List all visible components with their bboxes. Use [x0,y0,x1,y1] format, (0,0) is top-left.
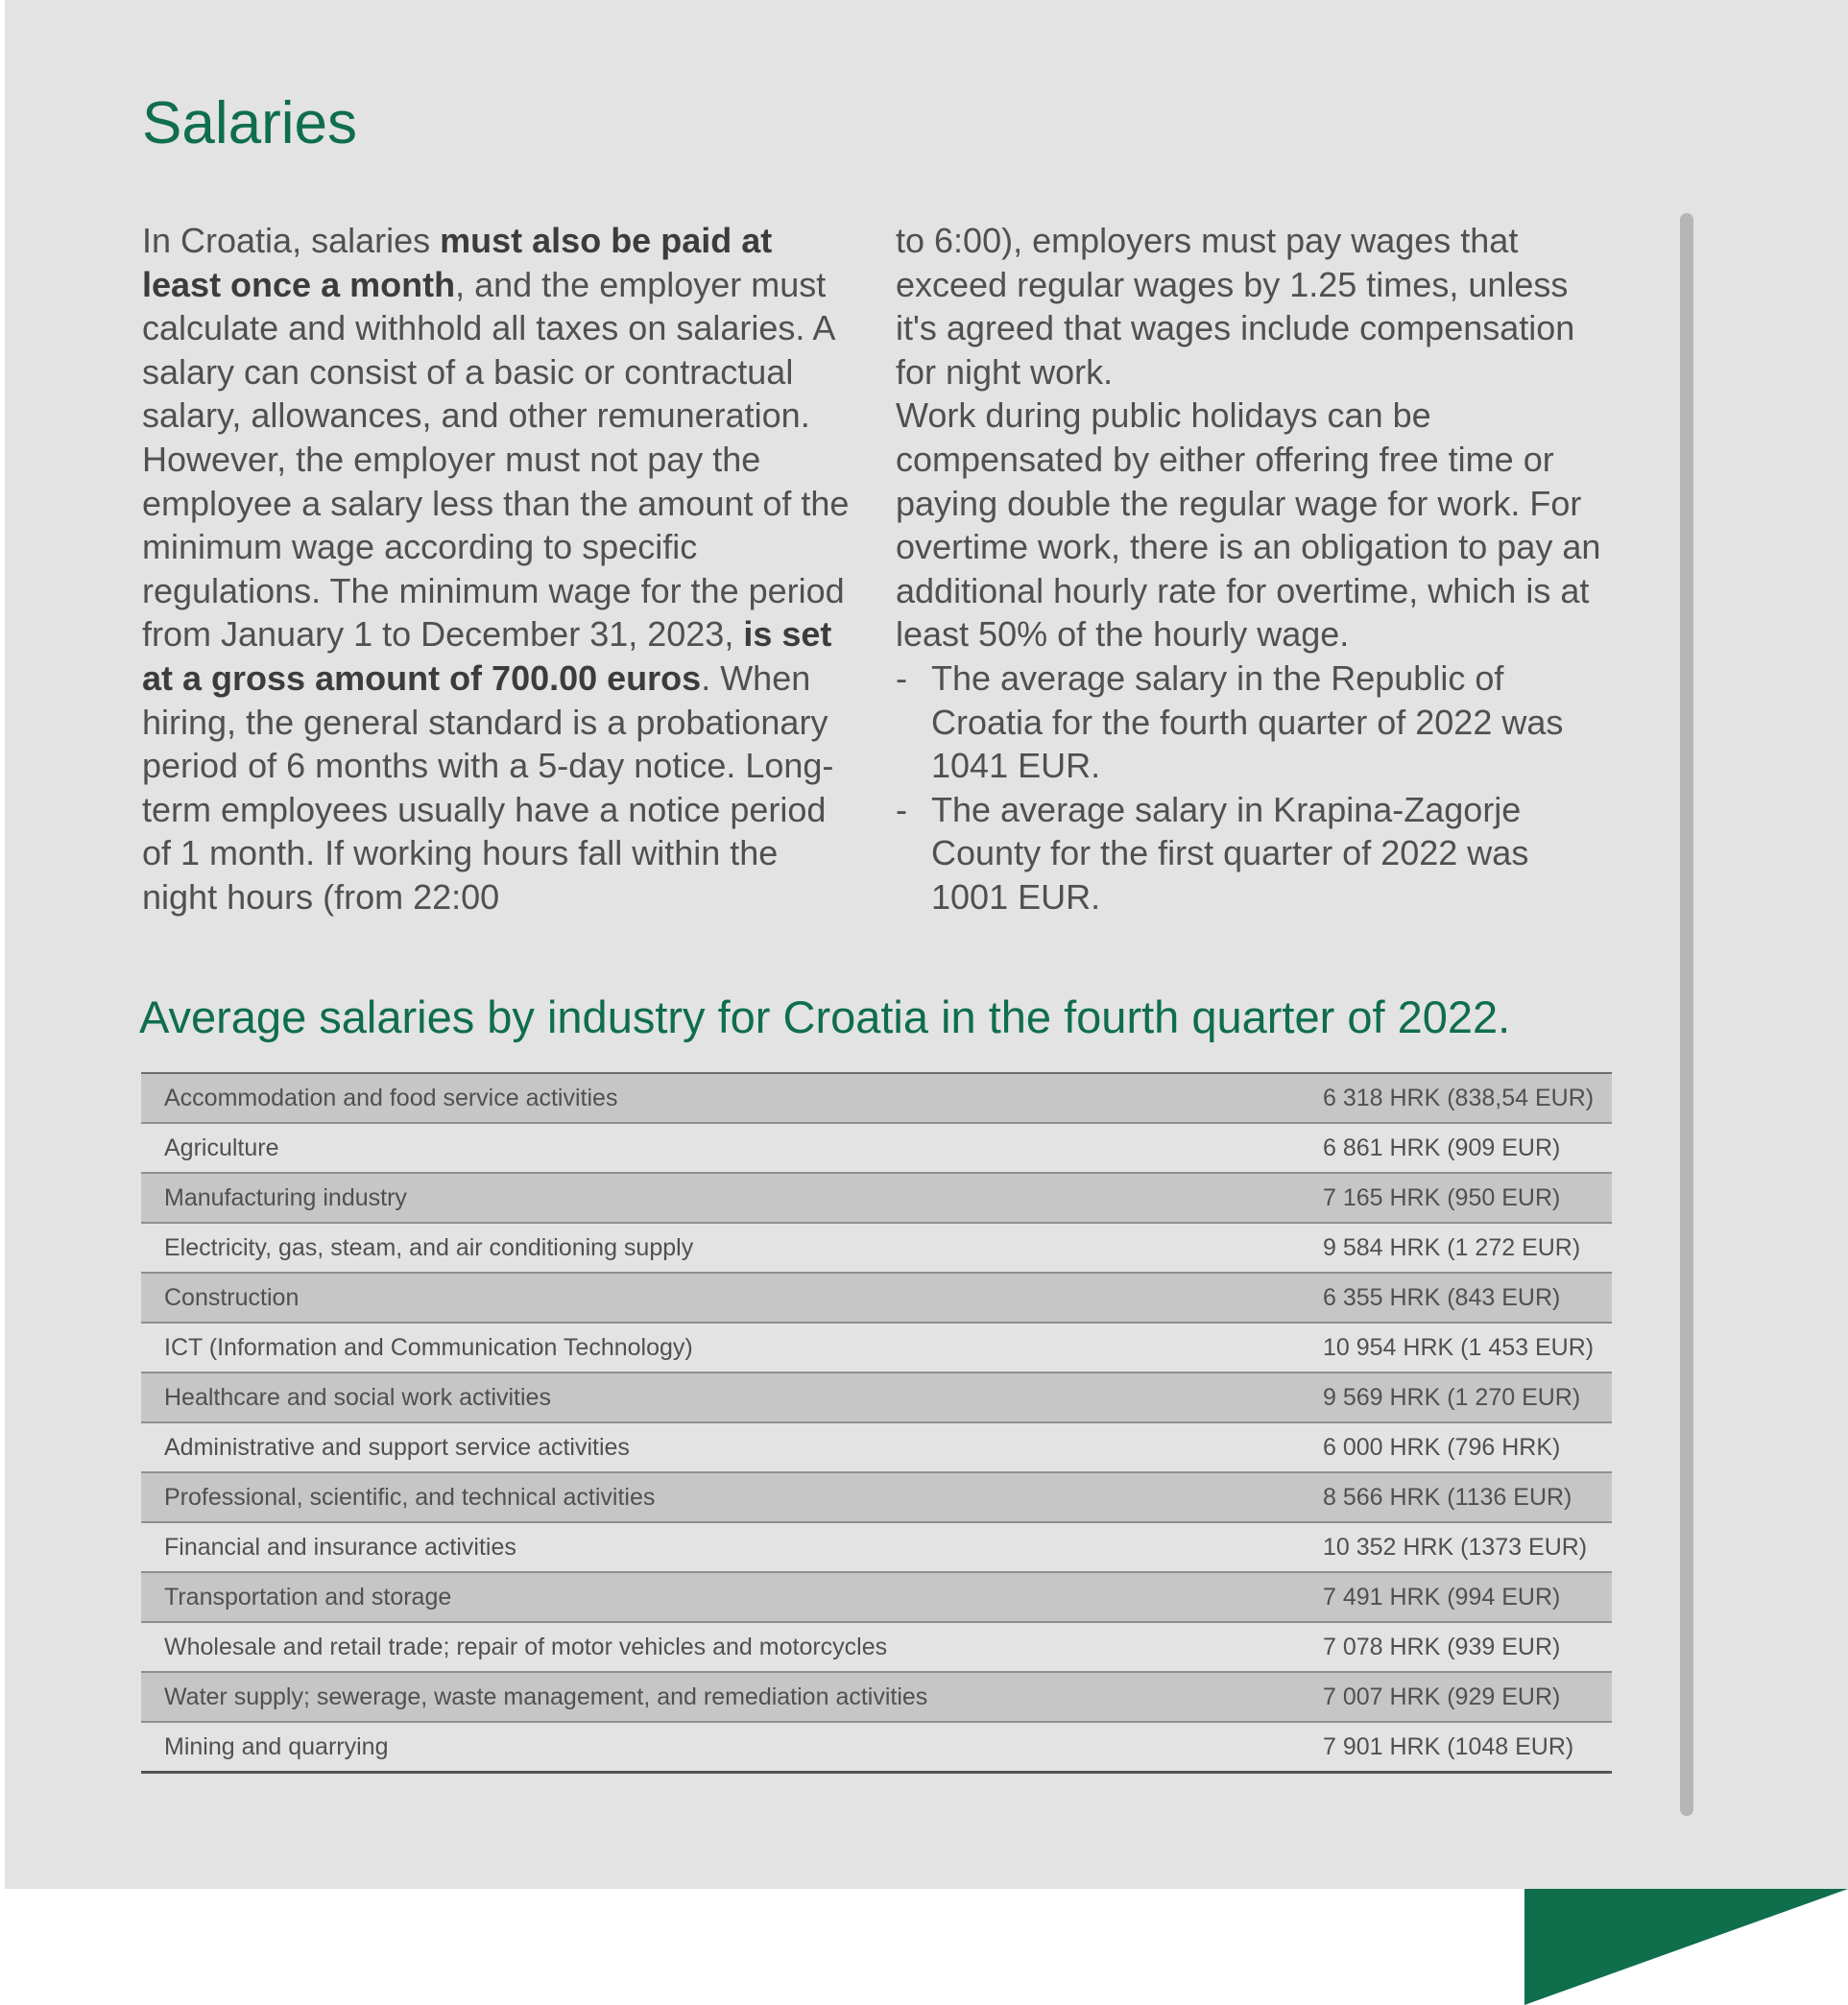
salary-cell: 7 078 HRK (939 EUR) [1323,1622,1612,1672]
industry-cell: Wholesale and retail trade; repair of motor vehicles and motorcycles [141,1622,1323,1672]
salary-cell: 10 954 HRK (1 453 EUR) [1323,1323,1612,1372]
table-row [141,1123,1612,1173]
industry-cell: Construction [141,1273,1323,1323]
industry-cell: Financial and insurance activities [141,1522,1323,1572]
industry-cell: ICT (Information and Communication Technology) [141,1323,1323,1372]
table-row [141,1223,1612,1273]
right-text-column [896,219,1606,919]
list-item [896,788,1606,919]
table-title: Average salaries by industry for Croatia in the fourth quarter of 2022. [139,991,1511,1042]
page-title: Salaries [142,90,357,156]
table-row [141,1422,1612,1472]
salary-cell: 6 318 HRK (838,54 EUR) [1323,1073,1612,1123]
table-row [141,1273,1612,1323]
paragraph-text: , and the employer must calculate and withhold all taxes on salaries. A salary can consist of a basic or contractual salary, allowances, and other remuneration. However, the employer must not pay the employee a salary less than the amount of the minimum wage according to specific regulations. The minimum wage for the period from January 1 to December 31, 2023, [142,264,850,655]
paragraph-text: . When hiring, the general standard is a probationary period of 6 months with a 5-day notice. Long-term employees usually have a notice period of 1 month. If working hours fall within the night hours (from 22:00 [142,657,834,917]
salary-cell: 7 007 HRK (929 EUR) [1323,1672,1612,1722]
table-row [141,1522,1612,1572]
salary-cell: 9 584 HRK (1 272 EUR) [1323,1223,1612,1273]
industry-cell: Electricity, gas, steam, and air conditioning supply [141,1223,1323,1273]
industry-cell: Manufacturing industry [141,1173,1323,1223]
salary-cell: 6 355 HRK (843 EUR) [1323,1273,1612,1323]
table-row [141,1572,1612,1622]
table-row [141,1073,1612,1123]
bullet-dash: - [896,657,907,698]
salary-cell: 10 352 HRK (1373 EUR) [1323,1522,1612,1572]
industry-cell: Agriculture [141,1123,1323,1173]
left-text-column [142,219,852,919]
table-row [141,1372,1612,1422]
industry-cell: Accommodation and food service activities [141,1073,1323,1123]
salary-cell: 6 861 HRK (909 EUR) [1323,1123,1612,1173]
table-row [141,1472,1612,1522]
bullet-dash: - [896,789,907,829]
table-row [141,1173,1612,1223]
paragraph-text: In Croatia, salaries [142,221,441,260]
table-row [141,1622,1612,1672]
salary-cell: 7 901 HRK (1048 EUR) [1323,1722,1612,1773]
salary-cell: 7 491 HRK (994 EUR) [1323,1572,1612,1622]
salary-table [141,1072,1612,1774]
list-item [896,656,1606,788]
industry-cell: Mining and quarrying [141,1722,1323,1773]
bold-text: is set at a gross amount of 700.00 euros [142,614,832,698]
industry-cell: Professional, scientific, and technical activities [141,1472,1323,1522]
industry-cell: Healthcare and social work activities [141,1372,1323,1422]
salary-cell: 9 569 HRK (1 270 EUR) [1323,1372,1612,1422]
salary-cell: 8 566 HRK (1136 EUR) [1323,1472,1612,1522]
holiday-overtime-paragraph: Work during public holidays can be compensated by either offering free time or paying double the regular wage for work. For overtime work, there is an obligation to pay an additional hourly rate for overtime, which is at least 50% of the hourly wage. [896,395,1601,655]
table-row [141,1722,1612,1773]
table-row [141,1323,1612,1372]
night-work-paragraph: to 6:00), employers must pay wages that exceed regular wages by 1.25 times, unless it's agreed that wages include compensation for night work. [896,221,1575,392]
industry-cell: Transportation and storage [141,1572,1323,1622]
salary-cell: 7 165 HRK (950 EUR) [1323,1173,1612,1223]
list-item-text: The average salary in Krapina-Zagorje County for the first quarter of 2022 was 1001 EUR. [931,789,1529,917]
vertical-scrollbar[interactable] [1680,213,1693,1816]
list-item-text: The average salary in the Republic of Croatia for the fourth quarter of 2022 was 1041 EUR. [931,657,1564,786]
green-corner-triangle [1524,1889,1848,2005]
salary-cell: 6 000 HRK (796 HRK) [1323,1422,1612,1472]
salary-rules-paragraph [142,219,852,919]
industry-cell: Administrative and support service activities [141,1422,1323,1472]
bold-text: must also be paid at least once a month [142,221,773,304]
table-row [141,1672,1612,1722]
average-salary-list [896,656,1606,919]
industry-cell: Water supply; sewerage, waste management, and remediation activities [141,1672,1323,1722]
